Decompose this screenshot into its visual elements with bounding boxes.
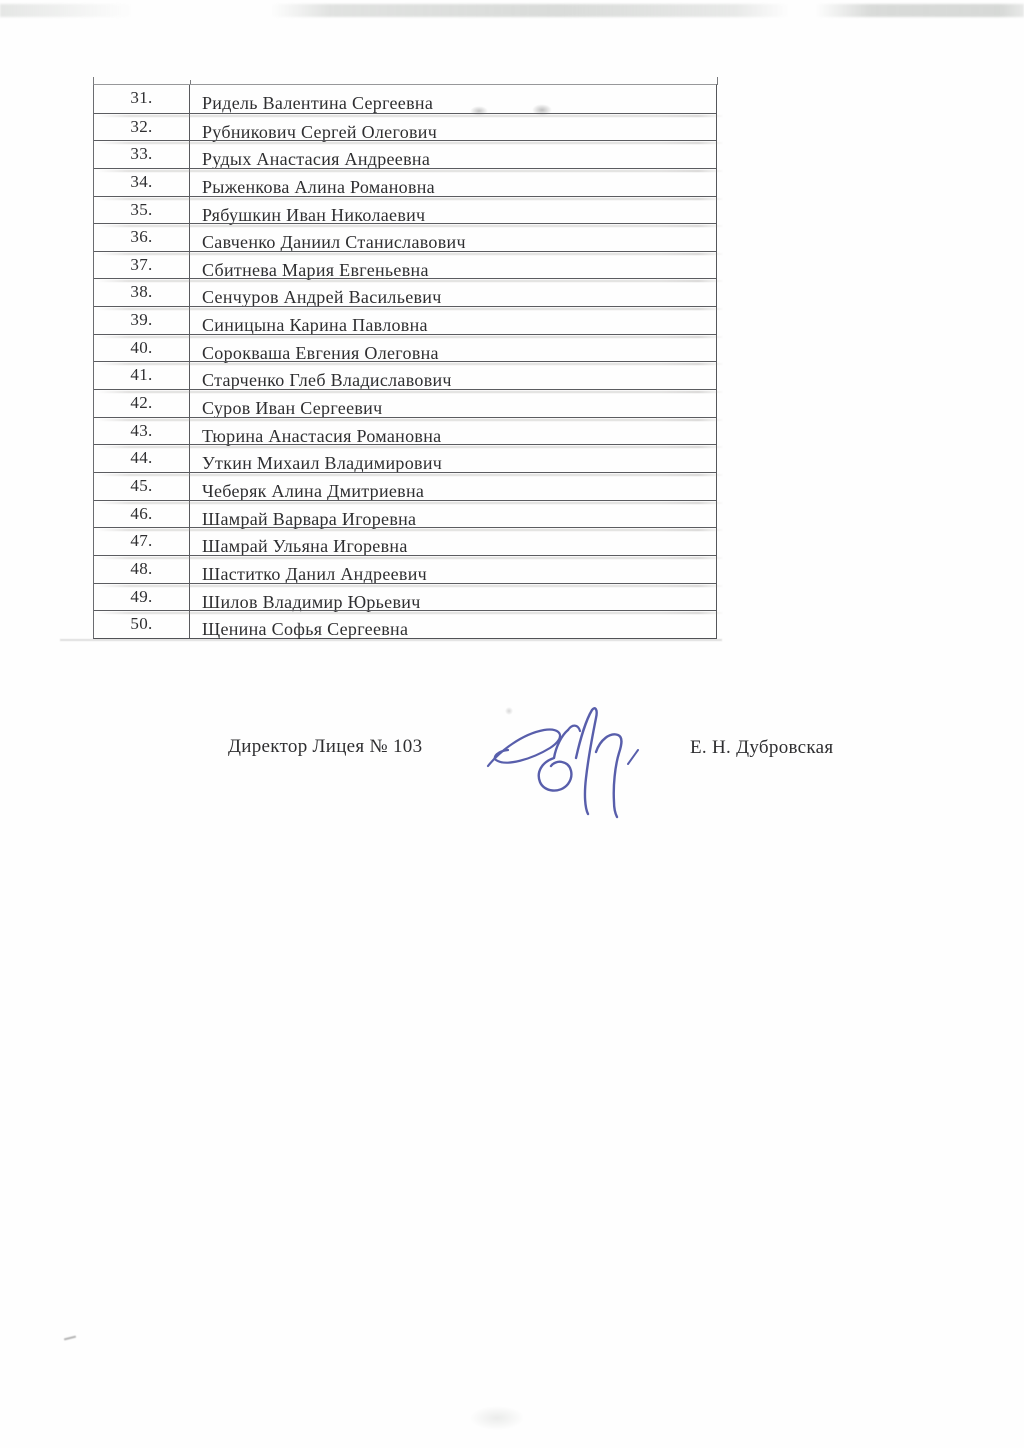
row-number-cell — [94, 390, 190, 417]
row-name: Шамрай Ульяна Игоревна — [202, 536, 408, 557]
row-number-cell — [94, 528, 190, 555]
table-row — [94, 223, 716, 251]
row-name-cell — [190, 556, 716, 583]
table-row — [94, 196, 716, 224]
row-name: Шилов Владимир Юрьевич — [202, 591, 421, 612]
row-number: 50. — [130, 614, 153, 634]
row-name-cell — [190, 307, 716, 334]
row-number: 49. — [130, 586, 153, 606]
row-number: 40. — [130, 337, 153, 357]
row-number-cell — [94, 141, 190, 168]
table-row — [94, 417, 716, 445]
scan-artifact-line-echo — [60, 639, 722, 641]
scan-artifact-top-band — [0, 4, 1024, 17]
table-row — [94, 361, 716, 389]
row-name: Чеберяк Алина Дмитриевна — [202, 480, 425, 501]
table-row — [94, 113, 716, 141]
table-row — [94, 527, 716, 555]
scan-artifact-blotch — [470, 1406, 524, 1430]
table-body — [94, 85, 716, 638]
handwritten-signature-icon — [482, 700, 642, 820]
row-number-cell — [94, 114, 190, 141]
row-number-cell — [94, 418, 190, 445]
row-number-cell — [94, 362, 190, 389]
row-name-cell — [190, 584, 716, 611]
row-number: 48. — [130, 558, 153, 578]
row-number: 33. — [130, 144, 153, 164]
row-name: Сбитнева Мария Евгеньевна — [202, 259, 429, 280]
row-name: Сорокваша Евгения Олеговна — [202, 342, 439, 363]
row-number: 34. — [130, 171, 153, 191]
row-number-cell — [94, 307, 190, 334]
row-name-cell — [190, 445, 716, 472]
scan-artifact-dash — [64, 1336, 76, 1341]
row-number: 32. — [130, 116, 153, 136]
row-name: Рубникович Сергей Олегович — [202, 121, 438, 142]
row-number: 35. — [130, 199, 153, 219]
row-name: Суров Иван Сергеевич — [202, 398, 383, 419]
table-row — [94, 610, 716, 638]
row-name-cell — [190, 611, 716, 638]
row-number-cell — [94, 169, 190, 196]
row-name-cell — [190, 279, 716, 306]
row-number-cell — [94, 85, 190, 113]
row-number-cell — [94, 556, 190, 583]
row-name: Шамрай Варвара Игоревна — [202, 508, 417, 529]
row-number: 45. — [130, 475, 153, 495]
table-row — [94, 278, 716, 306]
table-row — [94, 306, 716, 334]
row-name-cell — [190, 114, 716, 141]
table-row — [94, 583, 716, 611]
scan-artifact-tick — [717, 77, 718, 85]
row-number: 37. — [130, 254, 153, 274]
row-name-cell — [190, 197, 716, 224]
table-row — [94, 389, 716, 417]
row-number: 43. — [130, 420, 153, 440]
row-number-cell — [94, 279, 190, 306]
row-name-cell — [190, 141, 716, 168]
row-number-cell — [94, 445, 190, 472]
row-name: Старченко Глеб Владиславович — [202, 370, 452, 391]
table-row — [94, 334, 716, 362]
row-number: 46. — [130, 503, 153, 523]
row-name-cell — [190, 528, 716, 555]
signer-name: Е. Н. Дубровская — [690, 737, 834, 758]
row-number-cell — [94, 224, 190, 251]
row-name: Ридель Валентина Сергеевна — [202, 93, 434, 113]
row-name-cell — [190, 169, 716, 196]
row-name-cell — [190, 252, 716, 279]
roster-table — [93, 84, 717, 639]
row-number-cell — [94, 501, 190, 528]
row-number: 47. — [130, 531, 153, 551]
row-number-cell — [94, 473, 190, 500]
row-number: 42. — [130, 393, 153, 413]
table-row — [94, 168, 716, 196]
row-name-cell — [190, 418, 716, 445]
row-number-cell — [94, 335, 190, 362]
row-number: 44. — [130, 448, 153, 468]
table-row — [94, 500, 716, 528]
table-row — [94, 555, 716, 583]
row-name-cell — [190, 501, 716, 528]
row-number-cell — [94, 252, 190, 279]
table-row — [94, 472, 716, 500]
row-name: Щенина Софья Сергеевна — [202, 619, 409, 640]
table-row — [94, 140, 716, 168]
row-name: Синицына Карина Павловна — [202, 315, 428, 336]
row-name-cell — [190, 473, 716, 500]
row-number-cell — [94, 584, 190, 611]
row-number: 36. — [130, 227, 153, 247]
row-name: Рудых Анастасия Андреевна — [202, 149, 431, 170]
row-number-cell — [94, 197, 190, 224]
row-name: Рябушкин Иван Николаевич — [202, 204, 426, 225]
row-name: Савченко Даниил Станиславович — [202, 232, 466, 253]
row-number: 31. — [130, 88, 153, 107]
row-number: 38. — [130, 282, 153, 302]
row-name: Тюрина Анастасия Романовна — [202, 425, 442, 446]
director-title: Директор Лицея № 103 — [228, 736, 423, 757]
row-name-cell — [190, 362, 716, 389]
row-name-cell — [190, 224, 716, 251]
row-name: Рыженкова Алина Романовна — [202, 176, 435, 197]
table-row — [94, 251, 716, 279]
row-name-cell — [190, 335, 716, 362]
row-name-cell — [190, 85, 716, 113]
row-number: 39. — [130, 310, 153, 330]
row-name: Уткин Михаил Владимирович — [202, 453, 443, 474]
row-name: Сенчуров Андрей Васильевич — [202, 287, 442, 308]
row-number: 41. — [130, 365, 153, 385]
row-name: Шаститко Данил Андреевич — [202, 563, 428, 584]
row-name-cell — [190, 390, 716, 417]
row-number-cell — [94, 611, 190, 638]
table-row — [94, 85, 716, 113]
table-row — [94, 444, 716, 472]
